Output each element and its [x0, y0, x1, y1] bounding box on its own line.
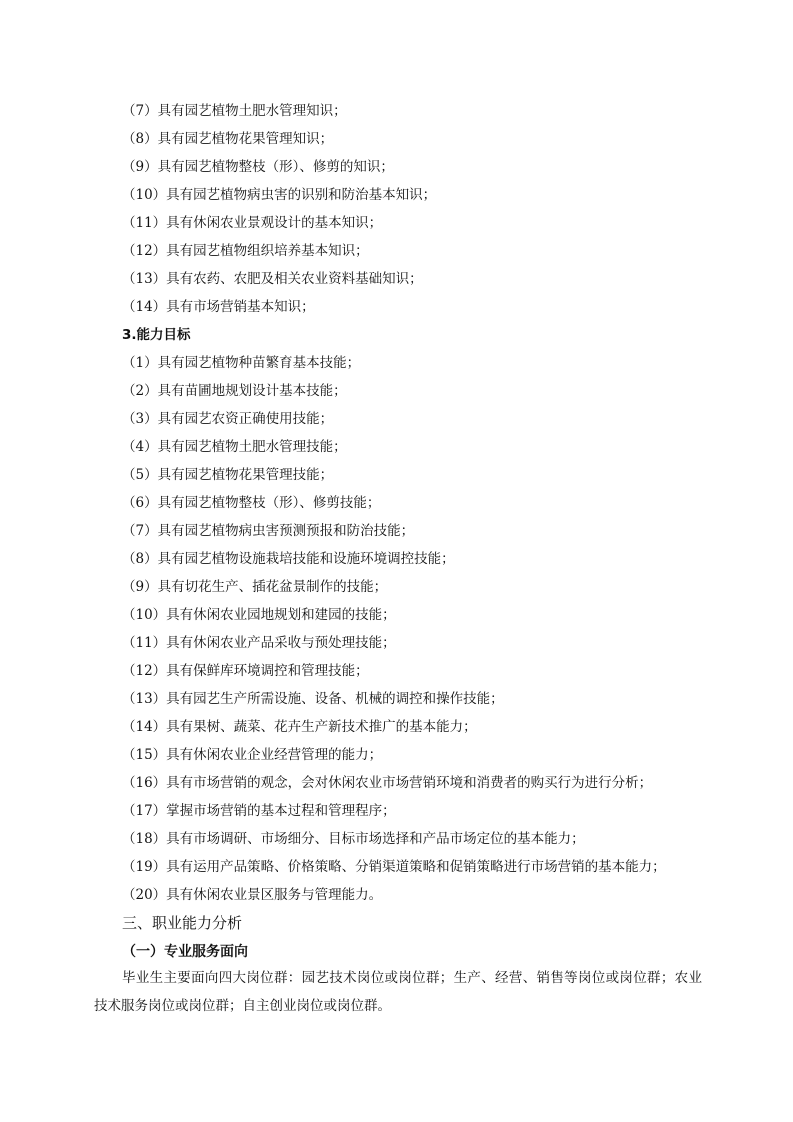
ability-item: （16）具有市场营销的观念，会对休闲农业市场营销环境和消费者的购买行为进行分析；: [122, 775, 653, 791]
knowledge-item: （12）具有园艺植物组织培养基本知识；: [122, 243, 369, 259]
ability-item: （3）具有园艺农资正确使用技能；: [122, 411, 334, 427]
knowledge-item: （8）具有园艺植物花果管理知识；: [122, 131, 334, 147]
ability-heading: 3.能力目标: [122, 327, 191, 343]
ability-item: （15）具有休闲农业企业经营管理的能力；: [122, 747, 383, 763]
sub-section-title: （一）专业服务面向: [122, 944, 248, 960]
ability-item: （20）具有休闲农业景区服务与管理能力。: [122, 887, 383, 903]
ability-item: （1）具有园艺植物种苗繁育基本技能；: [122, 355, 361, 371]
ability-item: （14）具有果树、蔬菜、花卉生产新技术推广的基本能力；: [122, 719, 477, 735]
body-paragraph: 毕业生主要面向四大岗位群：园艺技术岗位或岗位群；生产、经营、销售等岗位或岗位群；农业技术服务岗位或岗位群；自主创业岗位或岗位群。: [94, 970, 702, 1014]
knowledge-item: （11）具有休闲农业景观设计的基本知识；: [122, 215, 383, 231]
knowledge-item: （7）具有园艺植物土肥水管理知识；: [122, 103, 347, 119]
ability-item: （10）具有休闲农业园地规划和建园的技能；: [122, 607, 396, 623]
ability-item: （6）具有园艺植物整枝（形）、修剪技能；: [122, 495, 381, 511]
knowledge-item: （13）具有农药、农肥及相关农业资料基础知识；: [122, 271, 423, 287]
ability-item: （7）具有园艺植物病虫害预测预报和防治技能；: [122, 523, 415, 539]
ability-item: （11）具有休闲农业产品采收与预处理技能；: [122, 635, 396, 651]
ability-item: （4）具有园艺植物土肥水管理技能；: [122, 439, 347, 455]
knowledge-item: （14）具有市场营销基本知识；: [122, 299, 315, 315]
section-title: 三、职业能力分析: [122, 914, 243, 932]
knowledge-item: （9）具有园艺植物整枝（形）、修剪的知识；: [122, 159, 394, 175]
ability-item: （8）具有园艺植物设施栽培技能和设施环境调控技能；: [122, 551, 455, 567]
ability-item: （9）具有切花生产、插花盆景制作的技能；: [122, 579, 388, 595]
knowledge-item: （10）具有园艺植物病虫害的识别和防治基本知识；: [122, 187, 437, 203]
ability-item: （2）具有苗圃地规划设计基本技能；: [122, 383, 347, 399]
ability-item: （18）具有市场调研、市场细分、目标市场选择和产品市场定位的基本能力；: [122, 831, 585, 847]
ability-item: （5）具有园艺植物花果管理技能；: [122, 467, 334, 483]
ability-item: （17）掌握市场营销的基本过程和管理程序；: [122, 803, 396, 819]
ability-item: （19）具有运用产品策略、价格策略、分销渠道策略和促销策略进行市场营销的基本能力；: [122, 859, 666, 875]
ability-item: （12）具有保鲜库环境调控和管理技能；: [122, 663, 369, 679]
ability-item: （13）具有园艺生产所需设施、设备、机械的调控和操作技能；: [122, 691, 504, 707]
